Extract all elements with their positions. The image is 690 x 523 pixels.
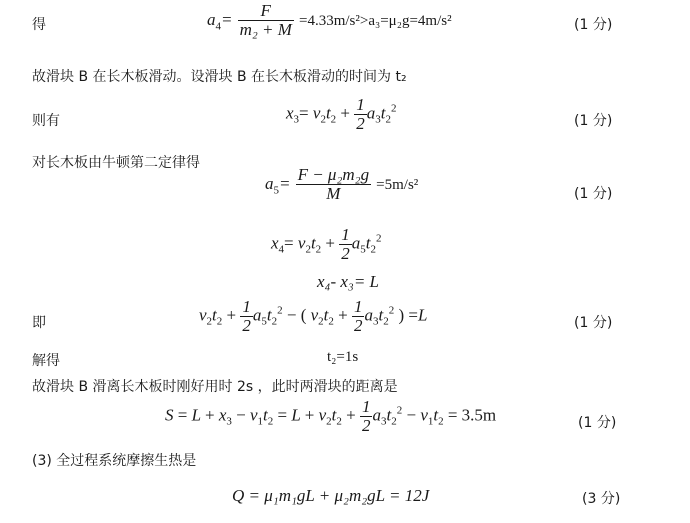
text-line-11: (3) 全过程系统摩擦生热是 bbox=[32, 453, 197, 469]
score-5: (1 分) bbox=[578, 415, 617, 431]
score-6: (3 分) bbox=[582, 491, 621, 507]
label-de: 得 bbox=[32, 17, 46, 33]
score-2: (1 分) bbox=[574, 113, 613, 129]
score-1: (1 分) bbox=[574, 17, 613, 33]
result-t2: t₂=1s bbox=[327, 349, 359, 365]
half-num-1: 1 bbox=[356, 95, 365, 114]
label-jiede: 解得 bbox=[32, 353, 60, 369]
half-num-3: 1 bbox=[242, 297, 251, 316]
text-line-4: 对长木板由牛顿第二定律得 bbox=[32, 155, 200, 171]
half-num-5: 1 bbox=[361, 397, 371, 416]
half-den-5: 2 bbox=[361, 415, 371, 435]
half-den-1: 2 bbox=[356, 113, 365, 133]
equation-a5: $a_5=$ $\frac{\text{F − μ₂m₂g}}{M}$ =5m/s² bbox=[265, 165, 419, 203]
equation-combined: $v_2t_2$ + $\frac{1}{2}$ $a_5t_2^2$ − ( $v_2t_2$ + $\frac{1}{2}$ $a_3t_2^2$ ) =L bbox=[199, 297, 428, 335]
a5-numerator: F − μ₂m₂g bbox=[297, 165, 370, 184]
label-zeyou: 则有 bbox=[32, 113, 60, 129]
equation-heat: Q = μ₁m₁gL + μ₂m₂gL = 12J bbox=[232, 486, 430, 505]
equation-x4-x3: x₄- x₃= L bbox=[317, 272, 379, 291]
half-num-4: 1 bbox=[353, 297, 363, 316]
score-3: (1 分) bbox=[574, 186, 613, 202]
equation-x3: $x_3= v_2t_2$ + $\frac{1}{2}$ $a_3t_2^2$ bbox=[286, 95, 397, 133]
label-ji: 即 bbox=[32, 315, 46, 331]
distance-result: = 3.5m bbox=[447, 405, 497, 425]
a4-denominator: m₂ + M bbox=[239, 19, 292, 39]
text-line-9: 故滑块 B 滑离长木板时刚好用时 2s ，此时两滑块的距离是 bbox=[32, 379, 398, 395]
a5-tail: =5m/s² bbox=[376, 176, 419, 193]
half-den-3: 2 bbox=[242, 315, 251, 335]
half-den-2: 2 bbox=[341, 243, 350, 263]
equation-x4: $x_4= v_2t_2$ + $\frac{1}{2}$ $a_5t_2^2$ bbox=[271, 225, 382, 263]
half-den-4: 2 bbox=[353, 315, 363, 335]
score-4: (1 分) bbox=[574, 315, 613, 331]
text-line-2: 故滑块 B 在长木板滑动。设滑块 B 在长木板滑动的时间为 t₂ bbox=[32, 69, 407, 85]
equation-distance: $S = L + x_3 - v_1t_2 = L + v_2t_2$ + $\frac{1}{2}$ $a_3t_2^2 - v_1t_2 = 3.5m$ bbox=[165, 397, 497, 435]
half-num-2: 1 bbox=[341, 225, 350, 244]
a4-tail: =4.33m/s²>a₃=μ₂g=4m/s² bbox=[299, 12, 452, 29]
a4-numerator: F bbox=[260, 1, 271, 20]
equation-a4: $a_4=$ $\frac{F}{\text{m₂ + M}}$ =4.33m/s²>a₃=μ₂g=4m/s² bbox=[207, 1, 452, 39]
a5-denominator: M bbox=[296, 184, 372, 203]
